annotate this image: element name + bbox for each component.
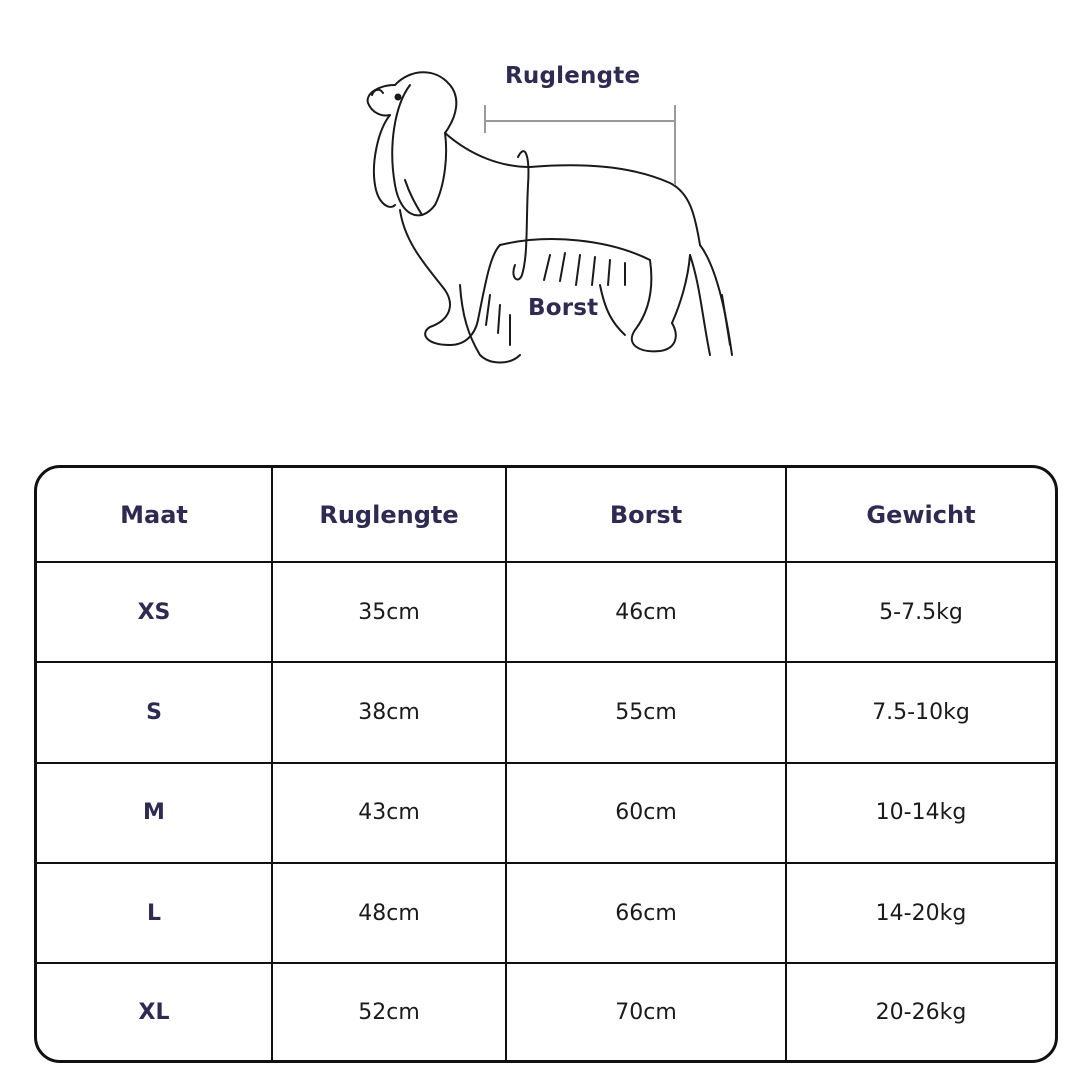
table-row	[37, 763, 1055, 863]
table-header-row	[37, 468, 1055, 562]
back-length-cell: 52cm	[272, 963, 506, 1060]
weight-cell: 20-26kg	[786, 963, 1055, 1060]
table-row	[37, 662, 1055, 762]
weight-cell: 5-7.5kg	[786, 562, 1055, 662]
back-length-cell: 35cm	[272, 562, 506, 662]
chest-label: Borst	[528, 295, 599, 321]
size-cell: XS	[37, 562, 272, 662]
dog-measurement-illustration	[350, 55, 760, 375]
header-size: Maat	[37, 468, 272, 562]
back-length-cell: 48cm	[272, 863, 506, 963]
weight-cell: 14-20kg	[786, 863, 1055, 963]
chest-cell: 60cm	[506, 763, 786, 863]
size-chart-table	[34, 465, 1058, 1063]
chest-cell: 46cm	[506, 562, 786, 662]
back-length-cell: 38cm	[272, 662, 506, 762]
chest-cell: 55cm	[506, 662, 786, 762]
back-length-cell: 43cm	[272, 763, 506, 863]
header-chest: Borst	[506, 468, 786, 562]
header-back-length: Ruglengte	[272, 468, 506, 562]
chest-cell: 66cm	[506, 863, 786, 963]
back-length-label: Ruglengte	[505, 63, 641, 89]
size-cell: S	[37, 662, 272, 762]
table-row	[37, 963, 1055, 1060]
table-row	[37, 863, 1055, 963]
table-row	[37, 562, 1055, 662]
chest-cell: 70cm	[506, 963, 786, 1060]
size-cell: XL	[37, 963, 272, 1060]
weight-cell: 7.5-10kg	[786, 662, 1055, 762]
header-weight: Gewicht	[786, 468, 1055, 562]
size-cell: M	[37, 763, 272, 863]
size-cell: L	[37, 863, 272, 963]
dog-outline-icon	[350, 55, 760, 375]
weight-cell: 10-14kg	[786, 763, 1055, 863]
